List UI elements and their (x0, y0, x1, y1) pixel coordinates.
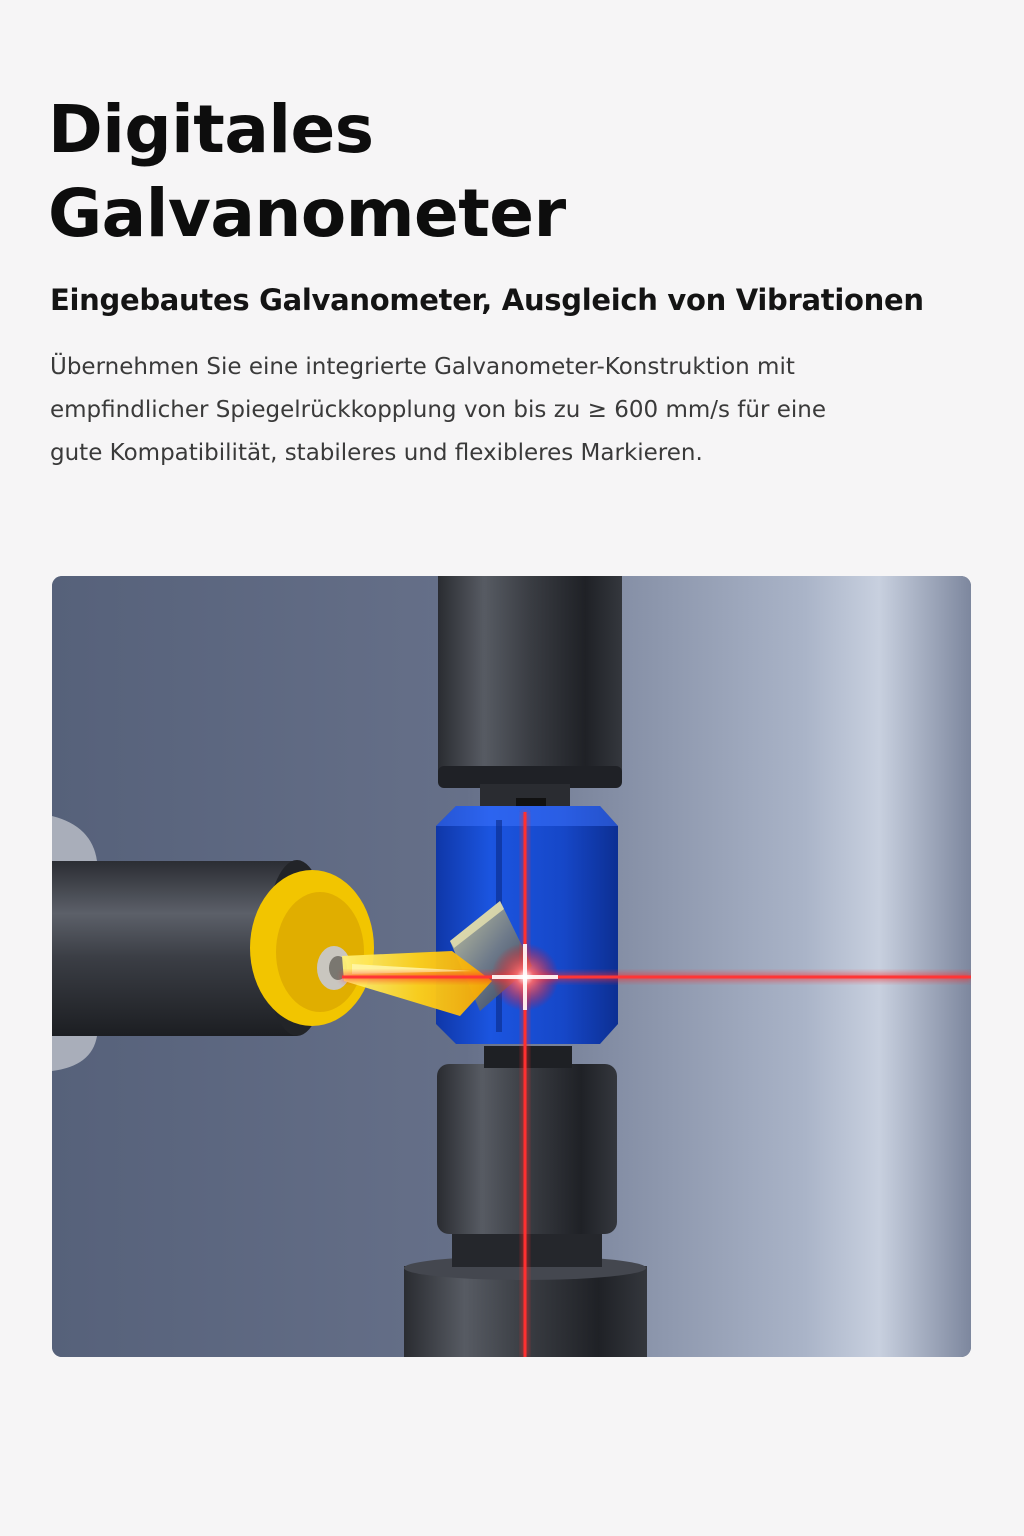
description-line-3: gute Kompatibilität, stabileres und flexibleres Markieren. (50, 440, 703, 466)
feature-subtitle: Eingebautes Galvanometer, Ausgleich von Vibrationen (50, 283, 924, 317)
page-title (48, 88, 566, 256)
galvanometer-graphic (52, 576, 971, 1357)
feature-description (50, 346, 960, 475)
description-line-1: Übernehmen Sie eine integrierte Galvanometer-Konstruktion mit (50, 354, 795, 380)
description-line-2: empfindlicher Spiegelrückkopplung von bis zu ≥ 600 mm/s für eine (50, 397, 827, 423)
title-line-1: Digitales (48, 91, 374, 168)
galvanometer-illustration (52, 576, 971, 1357)
title-line-2: Galvanometer (48, 175, 566, 252)
upper-cylinder (438, 576, 622, 776)
